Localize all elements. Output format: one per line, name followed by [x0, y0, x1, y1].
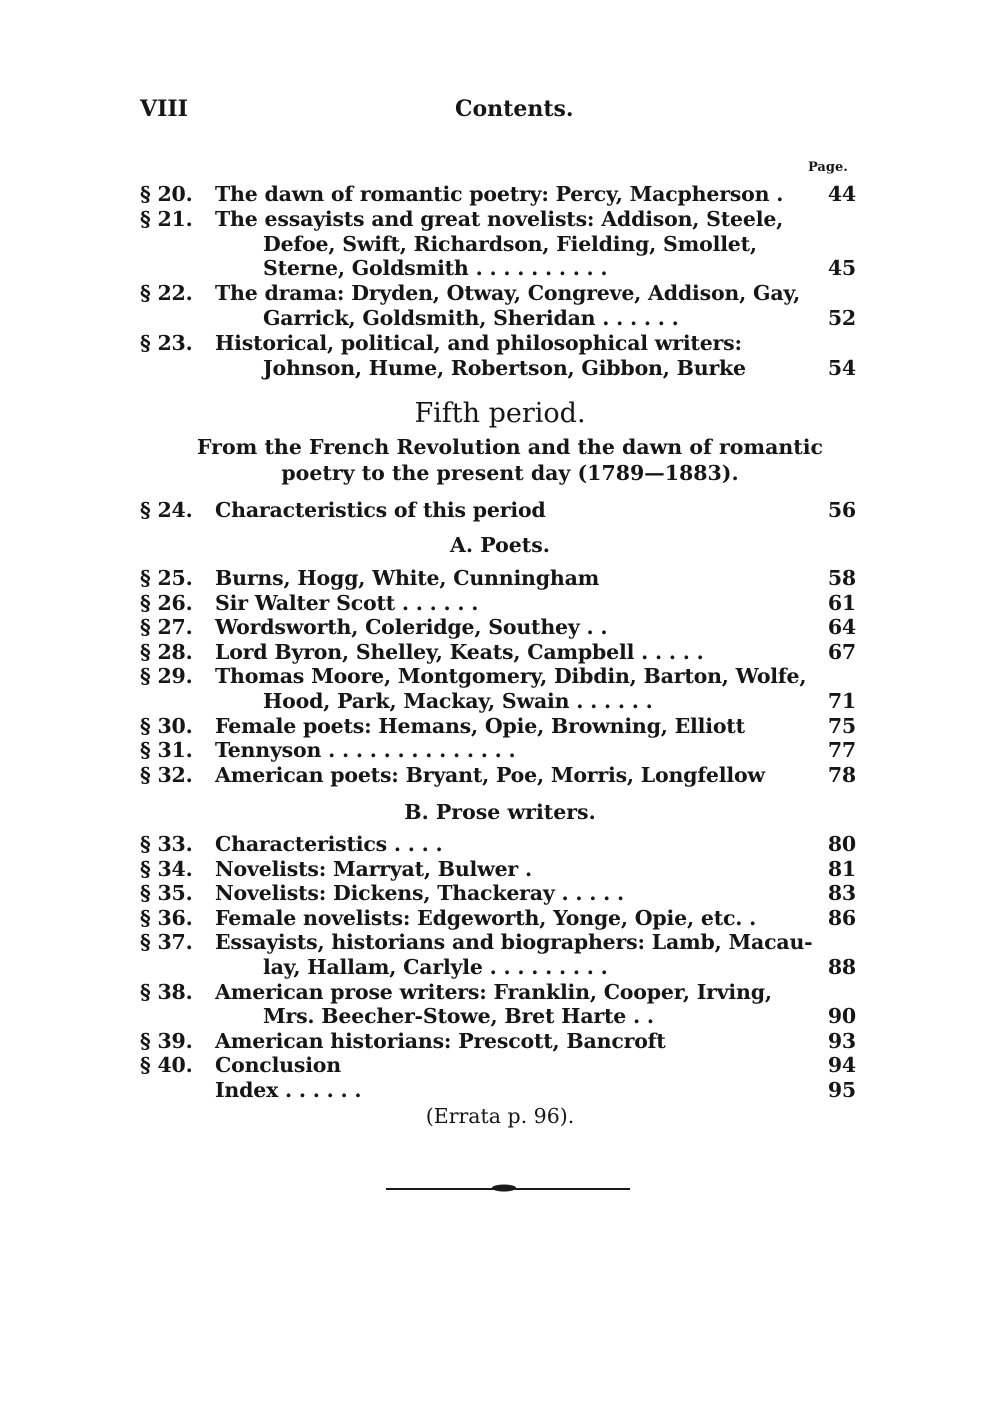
page-ref: 75: [827, 713, 856, 738]
entry-text: Defoe, Swift, Richardson, Fielding, Smollet,: [263, 231, 757, 256]
page-ref: 54: [827, 355, 856, 380]
errata-note: (Errata p. 96).: [425, 1104, 575, 1128]
toc-entry-line: [0, 331, 1000, 356]
page-ref: 44: [827, 182, 856, 206]
page-ref: 77: [827, 738, 856, 763]
page-ref: 52: [827, 306, 856, 330]
entry-text: Wordsworth, Coleridge, Southey . .: [215, 615, 608, 640]
page-ref: 64: [827, 615, 856, 640]
toc-entry-line: [0, 930, 1000, 955]
entry-text: Burns, Hogg, White, Cunningham: [215, 566, 600, 590]
toc-entry-line: [0, 906, 1000, 931]
toc-entry-line: [0, 832, 1000, 857]
toc-entry-line: [0, 857, 1000, 882]
toc-entry-line: [0, 256, 1000, 281]
ornament-icon: [490, 1183, 518, 1193]
entry-text: Johnson, Hume, Robertson, Gibbon, Burke: [263, 355, 746, 380]
entry-text: Conclusion: [215, 1053, 341, 1078]
page-ref: 78: [827, 762, 856, 787]
entry-text: Sir Walter Scott . . . . . .: [215, 590, 479, 615]
entry-text: Female novelists: Edgeworth, Yonge, Opie, etc. .: [215, 905, 757, 930]
page-ref: 80: [827, 832, 856, 856]
toc-entry-line: [0, 207, 1000, 232]
section-number: § 40.: [140, 1053, 193, 1078]
page-number: VIII: [140, 96, 188, 122]
entry-text: The dawn of romantic poetry: Percy, Macpherson .: [215, 182, 784, 206]
entry-text: Hood, Park, Mackay, Swain . . . . . .: [263, 689, 653, 713]
section-number: § 20.: [140, 182, 193, 206]
toc-entry-line: [0, 566, 1000, 591]
entry-text: Female poets: Hemans, Opie, Browning, Elliott: [215, 713, 745, 738]
page-ref: 67: [827, 639, 856, 664]
entry-text: Mrs. Beecher-Stowe, Bret Harte . .: [263, 1004, 654, 1029]
toc-entry-line: [0, 1029, 1000, 1054]
section-number: § 24.: [140, 498, 193, 522]
page-ref: 86: [827, 905, 856, 930]
section-number: § 27.: [140, 615, 193, 640]
toc-entry-line: [0, 306, 1000, 331]
entry-text: Tennyson . . . . . . . . . . . . . .: [215, 738, 516, 763]
section-number: § 39.: [140, 1028, 193, 1053]
page-ref: 93: [827, 1028, 856, 1053]
toc-entry-line: [0, 232, 1000, 257]
page-ref: 71: [827, 689, 856, 713]
entry-text: Sterne, Goldsmith . . . . . . . . . .: [263, 256, 608, 281]
entry-text: Thomas Moore, Montgomery, Dibdin, Barton, Wolfe,: [215, 664, 807, 689]
entry-text: Characteristics . . . .: [215, 832, 443, 856]
section-number: § 37.: [140, 930, 193, 955]
toc-entry-line: [0, 615, 1000, 640]
entry-text: Lord Byron, Shelley, Keats, Campbell . . . . .: [215, 639, 704, 664]
section-heading-poets: A. Poets.: [450, 533, 550, 557]
section-heading-prose: B. Prose writers.: [404, 800, 596, 824]
section-number: § 35.: [140, 881, 193, 906]
toc-entry-line: [0, 689, 1000, 714]
page-title: Contents.: [455, 96, 574, 122]
period-title: Fifth period.: [414, 398, 586, 429]
entry-text: American poets: Bryant, Poe, Morris, Longfellow: [215, 762, 765, 787]
toc-entry-line: [0, 1004, 1000, 1029]
period-subtitle: From the French Revolution and the dawn of romantic poetry to the present day (1789—1883).: [196, 435, 824, 485]
page-ref: 56: [827, 498, 856, 522]
entry-text: Garrick, Goldsmith, Sheridan . . . . . .: [263, 306, 679, 330]
toc-entry-line: [0, 738, 1000, 763]
section-number: § 34.: [140, 856, 193, 881]
toc-entry-line: [0, 640, 1000, 665]
section-number: § 29.: [140, 664, 193, 689]
page-ref: 45: [827, 256, 856, 281]
entry-text: Characteristics of this period: [215, 498, 546, 522]
toc-entry-line: [0, 664, 1000, 689]
entry-text: Essayists, historians and biographers: Lamb, Macau-: [215, 930, 813, 955]
toc-entry-line: [0, 763, 1000, 788]
section-number: § 36.: [140, 905, 193, 930]
page-ref: 83: [827, 881, 856, 906]
toc-entry-line: [0, 356, 1000, 381]
page-ref: 58: [827, 566, 856, 590]
toc-entry-line: [0, 955, 1000, 980]
toc-entry-line: [0, 281, 1000, 306]
entry-text: Novelists: Marryat, Bulwer .: [215, 856, 532, 881]
page-column-label: Page.: [808, 160, 848, 175]
page-ref: 95: [827, 1078, 856, 1102]
page-ref: 94: [827, 1053, 856, 1078]
entry-text: The essayists and great novelists: Addison, Steele,: [215, 206, 784, 231]
section-number: § 31.: [140, 738, 193, 763]
section-number: § 23.: [140, 330, 193, 355]
entry-text: Index . . . . . .: [215, 1078, 362, 1102]
section-number: § 33.: [140, 832, 193, 856]
toc-entry-line: [0, 591, 1000, 616]
page-ref: 90: [827, 1004, 856, 1029]
page-ref: 61: [827, 590, 856, 615]
entry-text: The drama: Dryden, Otway, Congreve, Addison, Gay,: [215, 281, 801, 306]
entry-text: lay, Hallam, Carlyle . . . . . . . . .: [263, 955, 608, 979]
toc-entry-line: [0, 1078, 1000, 1103]
section-number: § 30.: [140, 713, 193, 738]
section-number: § 21.: [140, 206, 193, 231]
toc-entry-line: [0, 980, 1000, 1005]
toc-entry-line: [0, 1053, 1000, 1078]
entry-text: Historical, political, and philosophical writers:: [215, 330, 742, 355]
entry-text: American historians: Prescott, Bancroft: [215, 1028, 666, 1053]
section-number: § 32.: [140, 762, 193, 787]
toc-entry-line: [0, 881, 1000, 906]
section-number: § 28.: [140, 639, 193, 664]
section-number: § 22.: [140, 281, 193, 306]
page-ref: 88: [827, 955, 856, 979]
section-number: § 25.: [140, 566, 193, 590]
toc-entry-line: [0, 498, 1000, 523]
section-number: § 26.: [140, 590, 193, 615]
page-ref: 81: [827, 856, 856, 881]
toc-entry-line: [0, 182, 1000, 207]
section-number: § 38.: [140, 979, 193, 1004]
entry-text: American prose writers: Franklin, Cooper, Irving,: [215, 979, 772, 1004]
toc-entry-line: [0, 714, 1000, 739]
entry-text: Novelists: Dickens, Thackeray . . . . .: [215, 881, 624, 906]
